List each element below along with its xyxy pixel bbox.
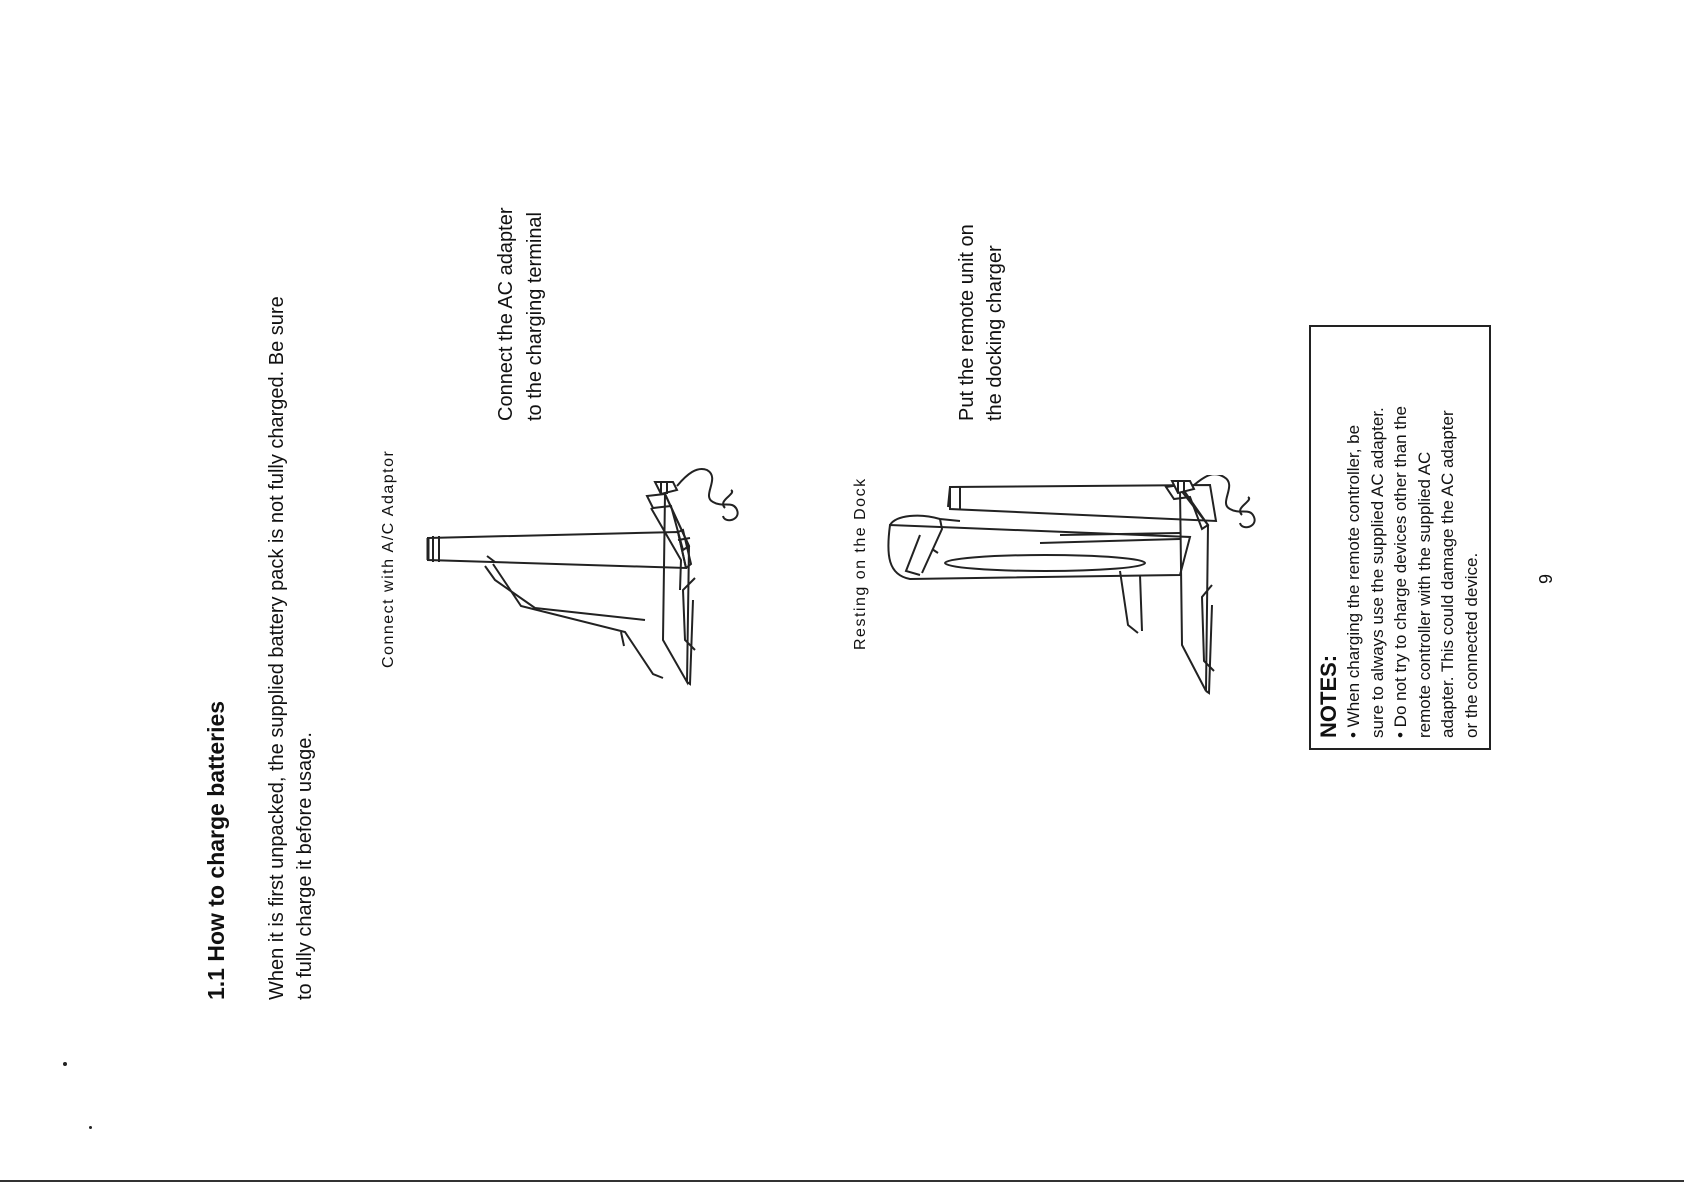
dock-instruction — [953, 224, 1009, 421]
adapter-instruction-line-2: to the charging terminal — [524, 211, 546, 421]
notes-line-4: remote controller with the supplied AC — [1414, 451, 1434, 738]
notes-line-1: • When charging the remote controller, be — [1344, 424, 1363, 738]
notes-line-5: adapter. This could damage the AC adapter — [1438, 410, 1457, 738]
intro-line-2: to fully charge it before usage. — [294, 732, 316, 1000]
adapter-figure-caption: Connect with A/C Adaptor — [380, 449, 397, 668]
dock-instruction-line-1: Put the remote unit on — [956, 224, 978, 421]
notes-line-3: • Do not try to charge devices other than the — [1391, 406, 1410, 738]
scan-edge-line — [0, 1180, 1684, 1182]
intro-line-1: When it is first unpacked, the supplied battery pack is not fully charged. Be sure — [266, 296, 288, 1000]
adapter-instruction-line-1: Connect the AC adapter — [495, 207, 517, 421]
dock-instruction-line-2: the docking charger — [984, 245, 1006, 421]
dock-illustration — [880, 475, 1275, 725]
adapter-illustration — [425, 460, 785, 700]
adapter-instruction — [492, 208, 550, 421]
scan-speck — [89, 1126, 92, 1129]
dock-figure-caption: Resting on the Dock — [852, 477, 869, 650]
notes-line-6: or the connected device. — [1461, 552, 1481, 738]
page-number: 9 — [1536, 573, 1556, 584]
section-title: 1.1 How to charge batteries — [203, 700, 229, 1000]
notes-line-2: sure to always use the supplied AC adapter. — [1367, 407, 1387, 738]
scan-speck — [63, 1062, 67, 1066]
intro-paragraph — [263, 296, 319, 1000]
notes-box — [1309, 325, 1491, 750]
notes-heading: NOTES: — [1316, 654, 1341, 738]
